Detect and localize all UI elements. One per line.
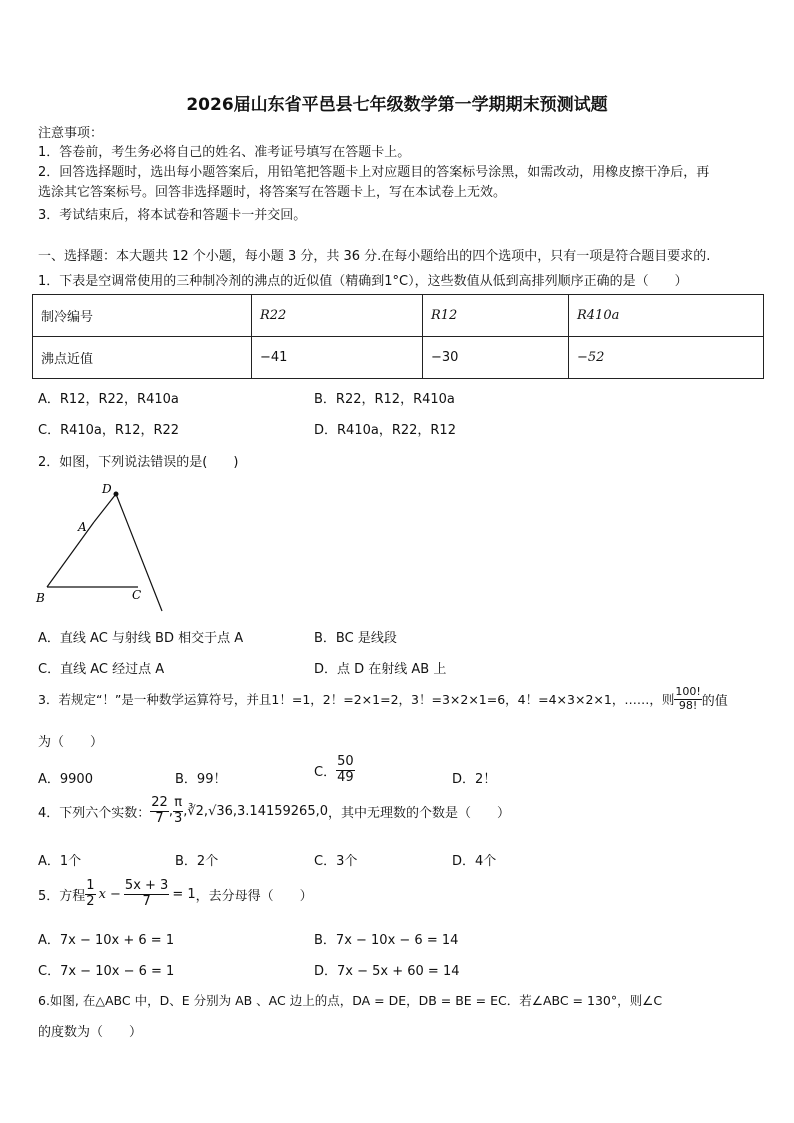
q4-option-a[interactable]: A．1个 [38, 854, 82, 869]
q4-stem-text: 4．下列六个实数： [38, 805, 151, 821]
fraction-denominator: 98! [678, 698, 698, 712]
q2-option-b[interactable]: B．BC 是线段 [314, 631, 397, 646]
q4-option-c[interactable]: C．3个 [314, 854, 358, 869]
q4-option-b[interactable]: B．2个 [175, 854, 219, 869]
fraction-1-2 [85, 879, 95, 910]
ray-bd [94, 494, 116, 522]
option-label: C． [314, 764, 337, 780]
q2-option-d[interactable]: D．点 D 在射线 AB 上 [314, 662, 447, 677]
q4-stem-tail: ，其中无理数的个数是（ ） [328, 805, 511, 821]
notice-item-2-cont: 选涂其它答案标号。回答非选择题时，将答案写在答题卡上，写在本试卷上无效。 [38, 185, 507, 200]
q3-option-a[interactable]: A．9900 [38, 772, 93, 787]
fraction-numerator: π [174, 795, 183, 810]
q3-option-d[interactable]: D．2！ [452, 772, 497, 787]
q1-option-b[interactable]: B．R22，R12，R410a [314, 392, 455, 407]
table-row [33, 337, 764, 379]
q5-stem-text: 5．方程 [38, 888, 86, 904]
fraction-numerator: 100! [675, 685, 701, 698]
q3-stem-cont: 为（ ） [38, 735, 104, 750]
fraction-denominator: 7 [155, 810, 164, 826]
q6-stem: 6.如图, 在△ABC 中，D、E 分别为 AB 、AC 边上的点，DA = DE，DB = BE = EC．若∠ABC = 130°，则∠C [38, 993, 663, 1008]
fraction-22-7 [150, 796, 169, 827]
label-d: D [102, 482, 112, 496]
table-cell: R12 [423, 295, 569, 337]
notice-item-1: 1．答卷前，考生务必将自己的姓名、准考证号填写在答题卡上。 [38, 145, 411, 160]
fraction-numerator: 5x + 3 [124, 878, 169, 893]
q2-option-a[interactable]: A．直线 AC 与射线 BD 相交于点 A [38, 631, 244, 646]
notice-item-2: 2．回答选择题时，选出每小题答案后，用铅笔把答题卡上对应题目的答案标号涂黑，如需改动，用橡皮擦干净后，再 [38, 165, 710, 180]
page-title: 2026届山东省平邑县七年级数学第一学期期末预测试题 [186, 95, 608, 115]
q4-numbers: ,∛2,√36,3.14159265,0 [183, 803, 329, 819]
label-b: B [36, 591, 45, 605]
label-c: C [132, 588, 142, 602]
q6-stem-cont: 的度数为（ ） [38, 1025, 143, 1040]
fraction-numerator: 1 [86, 878, 95, 893]
q3-fraction [674, 686, 701, 712]
table-row [33, 295, 764, 337]
q4-stem: 4．下列六个实数： $\frac{22}{7}$ , $\frac{\pi}{3}$ ,∛2,√36,3.14159265,0 ，其中无理数的个数是（ ） [38, 795, 511, 826]
q5-stem [38, 879, 313, 910]
q3-stem-text: 3．若规定“！”是一种数学运算符号，并且1！=1，2！=2×1=2，3！=3×2×1=6，4！=4×3×2×1，……，则 [38, 692, 675, 708]
boiling-point-table [32, 294, 764, 379]
q5-term: x − [98, 886, 121, 902]
fraction-denominator: 2 [86, 893, 95, 909]
q5-option-c[interactable]: C．7x − 10x − 6 = 1 [38, 964, 175, 979]
q1-stem: 1．下表是空调常使用的三种制冷剂的沸点的近似值（精确到1°C），这些数值从低到高排列顺序正确的是（ ） [38, 274, 688, 289]
table-cell: R22 [252, 295, 423, 337]
notice-heading: 注意事项： [38, 126, 104, 141]
q5-option-a[interactable]: A．7x − 10x + 6 = 1 [38, 933, 175, 948]
fraction-denominator: 7 [142, 893, 151, 909]
label-a: A [78, 520, 87, 534]
q2-option-c[interactable]: C．直线 AC 经过点 A [38, 662, 165, 677]
table-cell: −41 [252, 337, 423, 379]
option-fraction [336, 755, 355, 786]
q5-option-b[interactable]: B．7x − 10x − 6 = 14 [314, 933, 459, 948]
table-cell: −52 [569, 337, 764, 379]
q1-option-d[interactable]: D．R410a，R22，R12 [314, 423, 456, 438]
q1-option-a[interactable]: A．R12，R22，R410a [38, 392, 179, 407]
fraction-numerator: 22 [151, 795, 168, 810]
point-d [114, 492, 119, 497]
table-cell: 沸点近值 [33, 337, 252, 379]
q5-option-d[interactable]: D．7x − 5x + 60 = 14 [314, 964, 460, 979]
fraction-denominator: 49 [337, 769, 354, 785]
notice-item-3: 3．考试结束后，将本试卷和答题卡一并交回。 [38, 208, 307, 223]
q3-option-b[interactable]: B．99！ [175, 772, 227, 787]
fraction-numerator: 50 [337, 754, 354, 769]
q1-option-c[interactable]: C．R410a，R12，R22 [38, 423, 180, 438]
q5-stem-tail: ，去分母得（ ） [195, 888, 313, 904]
section-heading: 一、选择题：本大题共 12 个小题，每小题 3 分，共 36 分.在每小题给出的四个选项中，只有一项是符合题目要求的. [38, 249, 711, 264]
q3-stem [38, 686, 728, 712]
fraction-denominator: 3 [173, 810, 183, 826]
q3-option-c[interactable] [314, 755, 355, 786]
table-cell: 制冷编号 [33, 295, 252, 337]
q3-stem-tail: 的值 [701, 693, 728, 709]
q5-equals: = 1 [172, 886, 196, 902]
table-cell: −30 [423, 337, 569, 379]
segment-ba [47, 522, 94, 587]
q4-option-d[interactable]: D．4个 [452, 854, 497, 869]
fraction-5x3-7 [124, 879, 169, 910]
triangle-figure [30, 474, 180, 614]
table-cell: R410a [569, 295, 764, 337]
fraction-pi-3 [173, 796, 183, 827]
q2-stem: 2．如图，下列说法错误的是( ) [38, 455, 239, 470]
